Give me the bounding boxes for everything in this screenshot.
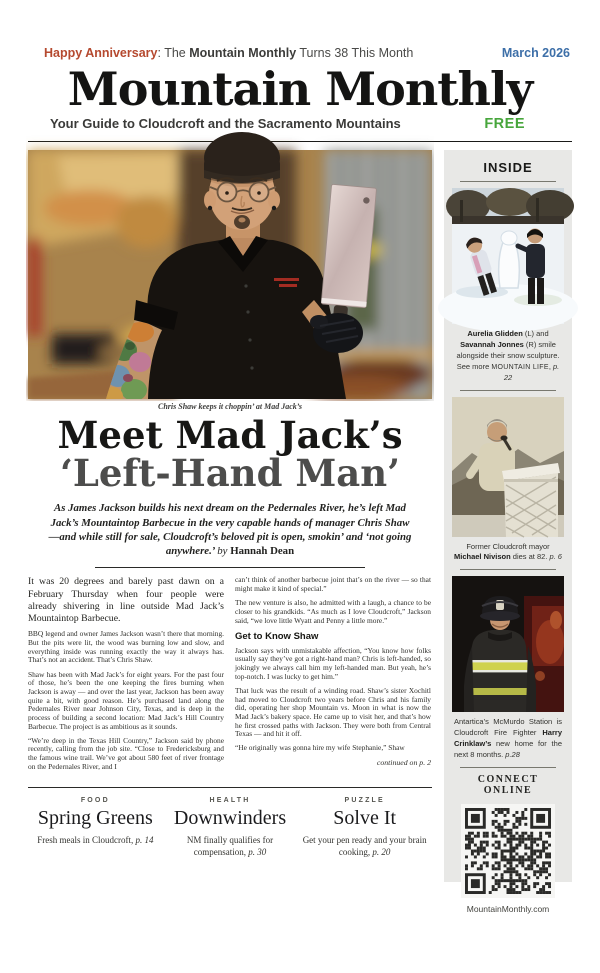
teaser-title: Spring Greens — [37, 806, 153, 829]
byline-divider — [95, 567, 365, 568]
teaser-strip — [28, 797, 432, 858]
former-mayor-podium-photo — [452, 397, 564, 537]
price-label: FREE — [484, 115, 525, 132]
sidebar-divider — [460, 390, 556, 391]
website-url: MountainMonthly.com — [466, 903, 550, 914]
headline-line1: Meet Mad Jack’s — [57, 412, 403, 457]
teaser-title: Solve It — [333, 806, 397, 829]
banner-suffix: Turns 38 This Month — [296, 46, 414, 60]
newspaper-front-page — [0, 46, 600, 973]
inside-header: INSIDE — [483, 159, 533, 175]
banner-connector: : The — [157, 46, 190, 60]
body-columns — [28, 576, 432, 776]
paragraph: The new venture is also, he admitted with a laugh, a chance to be closer to his grandkids. “As much as I love Cloudcroft,” Jackson said, “we love little Wyatt and Penny a little more.” — [235, 598, 431, 625]
teaser-desc-text: NM finally qualifies for compensation, — [186, 834, 274, 857]
teaser-page-ref: p. 20 — [372, 846, 391, 857]
deck — [44, 501, 416, 558]
paragraph: Shaw has been with Mad Jack’s for eight years. For the past four of those, he’s been the one keeping the fires burning when Jackson is away — and over the last year, Jackson has been away quite a bit, with good reason. He’s purchased land along the Pedernales River near Johnson City, Texas, and is deep in the process of building a second location: Mad Jack’s Hill Country Barbecue. The project is as ambitious as it sounds. — [28, 669, 224, 731]
banner-paper-name: Mountain Monthly — [189, 46, 297, 60]
headline — [28, 412, 432, 495]
tagline-row — [50, 116, 525, 132]
kids-snow-sculpture-photo — [452, 188, 564, 324]
teaser-desc — [168, 834, 293, 858]
teaser-title: Downwinders — [173, 806, 287, 829]
qr-code-svg — [465, 808, 551, 894]
teaser-desc-text: Fresh meals in Cloudcroft, — [37, 834, 134, 845]
sidebar-caption-firefighter: Antartica’s McMurdo Station is Cloudcroft Fire Fighter Harry Crinklaw’s new home for the next 8 months. p.28 — [454, 717, 562, 759]
teaser-page-ref: p. 30 — [248, 846, 267, 857]
lead-photo — [28, 150, 432, 411]
anniversary-banner-text — [44, 46, 413, 60]
chef-with-cleaver-photo — [28, 150, 432, 399]
masthead-title: Mountain Monthly — [67, 62, 533, 116]
sidebar-divider — [460, 767, 556, 768]
sidebar-caption-snow: Aurelia Glidden (L) and Savannah Jonnes (R) smile alongside their snow sculpture. See more MOUNTAIN LIFE, p. 22 — [456, 328, 560, 382]
banner-highlight: Happy Anniversary — [44, 46, 158, 60]
issue-date: March 2026 — [501, 46, 570, 60]
inside-sidebar — [444, 150, 572, 914]
tagline: Your Guide to Cloudcroft and the Sacramento Mountains — [50, 115, 401, 131]
byline-prefix: by — [217, 545, 228, 558]
lead-story — [28, 150, 432, 858]
sidebar-caption-mayor: Former Cloudcroft mayor Michael Nivison dies at 82. p. 6 — [454, 541, 562, 562]
teaser-kicker: HEALTH — [209, 796, 251, 804]
paragraph: “He originally was gonna hire my wife Stephanie,” Shaw — [235, 743, 405, 753]
paragraph: “We’re deep in the Texas Hill Country,” Jackson said by phone recently, calling from the job site. “Close to Fredericksburg and the famous wine trail. We’ve got about 580 feet of river frontage on the Pedernales River, and I — [28, 735, 224, 771]
beanie — [204, 132, 280, 184]
sidebar-divider — [460, 569, 556, 570]
body-column-1 — [28, 576, 224, 776]
sidebar-divider — [460, 181, 556, 182]
teaser-health — [163, 797, 298, 858]
teaser-puzzle — [297, 797, 432, 858]
deck-text: As James Jackson builds his next dream on the Pedernales River, he’s left Mad Jack’s Mountaintop Barbecue in the very capable hands of manager Chris Shaw —and while still for sale, Cloudcroft’s beloved pit is open, smokin’ and ‘not going anywhere.’ — [48, 502, 412, 558]
firefighter-photo — [452, 576, 564, 712]
teaser-desc-text: Get your pen ready and your brain cooking, — [302, 834, 427, 857]
teaser-page-ref: p. 14 — [135, 834, 154, 845]
qr-code — [461, 804, 555, 898]
paragraph: That luck was the result of a winding road. Shaw’s sister Xochitl had moved to Cloudcroft two years before Chris and his family did, operating her shop Mountain vs. Moon in what is now the Mad Jack’s bakery space. He came up to visit her, and that’s how he first crossed paths with Jackson. They were both from Central Texas — and hit it off. — [235, 685, 431, 739]
masthead-divider — [28, 141, 572, 142]
body-column-2 — [235, 576, 431, 776]
paragraph: can’t think of another barbecue joint that’s on the river — so that might make it kind of special.” — [235, 575, 431, 594]
headline-line2: ‘Left-Hand Man’ — [59, 450, 401, 495]
continued-note: continued on p. 2 — [376, 758, 431, 768]
main-content — [28, 150, 572, 914]
paragraph: BBQ legend and owner James Jackson wasn’t there that morning. But the pits were lit, the wood was burning low and slow, and everything inside was running exactly the way it always has. That’s not an accident. That’s Chris Shaw. — [28, 629, 224, 665]
teaser-kicker: PUZZLE — [344, 796, 385, 804]
teaser-food — [28, 797, 163, 858]
teaser-divider — [28, 787, 432, 788]
lead-photo-caption: Chris Shaw keeps it choppin’ at Mad Jack’s — [158, 401, 302, 411]
lead-paragraph: It was 20 degrees and barely past dawn on a February Thursday when four people were already shivering in line outside Mad Jack’s Mountaintop Barbecue. — [28, 576, 224, 624]
byline-name: Hannah Dean — [230, 545, 295, 558]
teaser-desc — [302, 834, 427, 858]
connect-online-header: CONNECT ONLINE — [477, 773, 539, 796]
anniversary-banner — [44, 46, 570, 60]
paragraph: Jackson says with unmistakable affection, “You know how folks usually say they’ve got a right-hand man? Chris is left-handed, so jokingly we always call him my left-handed man. But yeah, he’s top-notch. I was lucky to get him.” — [235, 645, 431, 681]
body-subhead: Get to Know Shaw — [235, 630, 319, 642]
teaser-desc — [33, 834, 158, 846]
teaser-kicker: FOOD — [80, 796, 110, 804]
